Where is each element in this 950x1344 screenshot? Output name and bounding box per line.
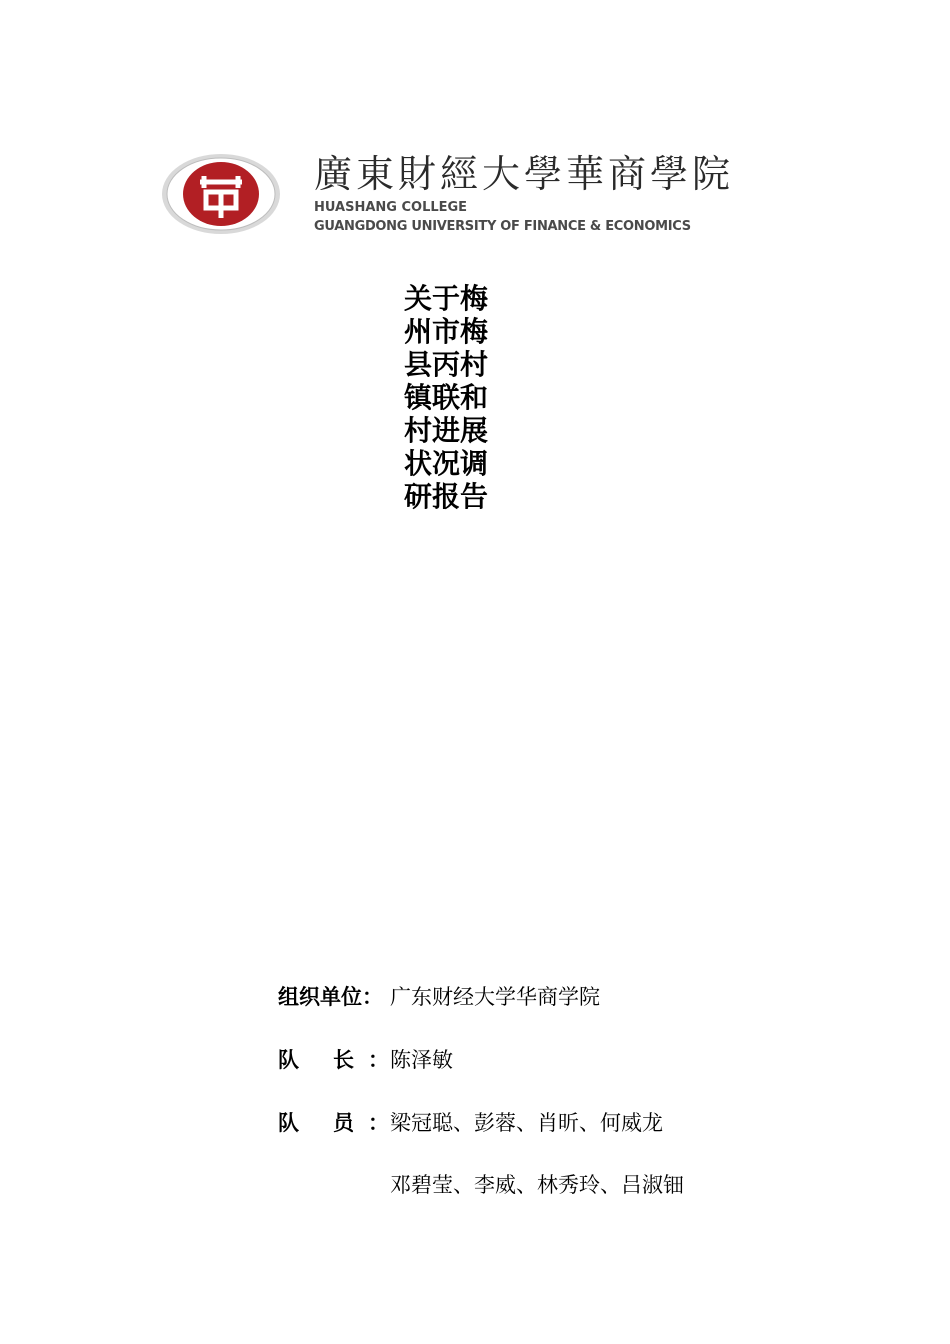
organization-label: 组织单位：	[278, 985, 383, 1009]
organization-row	[278, 982, 600, 1012]
organization-value: 广东财经大学华商学院	[390, 985, 600, 1009]
university-english-name: GUANGDONG UNIVERSITY OF FINANCE & ECONOMICS	[314, 219, 691, 234]
team-members-line-2: 邓碧莹、李威、林秀玲、吕淑钿	[390, 1173, 684, 1197]
team-leader-label-char: 长	[333, 1048, 354, 1072]
college-chinese-name: 廣東財經大學華商學院	[314, 152, 735, 196]
college-seal-logo	[160, 152, 282, 236]
team-members-label	[278, 1108, 378, 1138]
team-members-line-1: 梁冠聪、彭蓉、肖昕、何威龙	[390, 1111, 663, 1135]
title-line: 状况调	[404, 447, 489, 480]
team-members-colon: ：	[368, 1111, 389, 1135]
title-line: 县丙村	[404, 348, 489, 381]
title-line: 镇联和	[404, 381, 489, 414]
college-english-name: HUASHANG COLLEGE	[314, 200, 468, 215]
team-leader-value: 陈泽敏	[390, 1048, 453, 1072]
title-line: 州市梅	[404, 315, 489, 348]
title-line: 村进展	[404, 414, 489, 447]
title-line: 研报告	[404, 480, 489, 513]
title-line: 关于梅	[404, 282, 489, 315]
team-leader-colon: ：	[368, 1048, 389, 1072]
team-members-label-char: 员	[333, 1111, 354, 1135]
team-leader-row	[278, 1045, 453, 1075]
team-members-row	[278, 1108, 663, 1138]
team-leader-label-char: 队	[278, 1048, 299, 1072]
report-title	[404, 282, 504, 513]
team-leader-label	[278, 1045, 378, 1075]
team-members-label-char: 队	[278, 1111, 299, 1135]
